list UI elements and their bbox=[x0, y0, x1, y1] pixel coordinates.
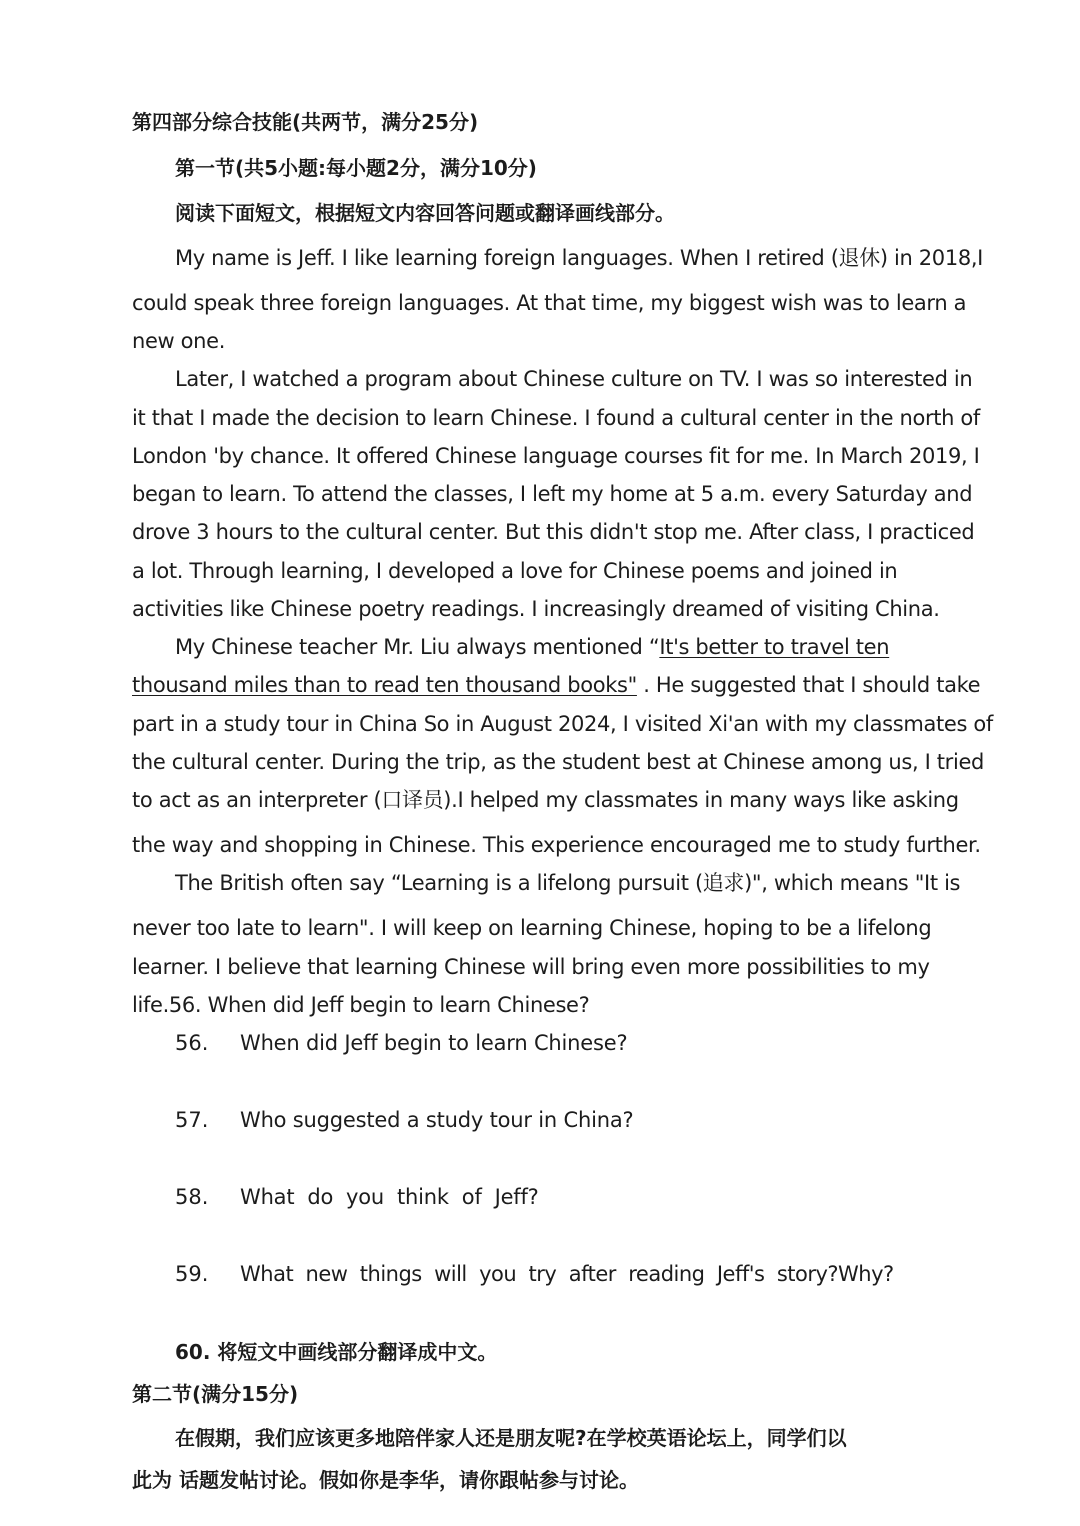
passage-line bbox=[132, 671, 980, 699]
question-text: Who suggested a study tour in China? bbox=[240, 1108, 634, 1132]
passage-line: began to learn. To attend the classes, I left my home at 5 a.m. every Saturday and bbox=[132, 482, 973, 506]
question-number: 57. bbox=[175, 1108, 209, 1132]
section1-title: 第一节(共5小题:每小题2分，满分10分) bbox=[175, 156, 537, 180]
passage-line: activities like Chinese poetry readings. I increasingly dreamed of visiting China. bbox=[132, 597, 940, 621]
question-text: What new things will you try after reading Jeff's story?Why? bbox=[240, 1262, 894, 1286]
question-number: 59. bbox=[175, 1262, 209, 1286]
section2-prompt-line: 此为 话题发帖讨论。假如你是李华，请你跟帖参与讨论。 bbox=[132, 1468, 639, 1492]
passage-line: new one. bbox=[132, 329, 226, 353]
passage-line: a lot. Through learning, I developed a love for Chinese poems and joined in bbox=[132, 559, 898, 583]
passage-line: to act as an interpreter (口译员).I helped my classmates in many ways like asking bbox=[132, 788, 959, 812]
passage-line: drove 3 hours to the cultural center. But this didn't stop me. After class, I practiced bbox=[132, 520, 975, 544]
passage-text: My Chinese teacher Mr. Liu always mentioned “ bbox=[175, 635, 660, 659]
section2-title: 第二节(满分15分) bbox=[132, 1382, 299, 1406]
passage-line: part in a study tour in China So in August 2024, I visited Xi'an with my classmates of bbox=[132, 712, 993, 736]
passage-line: Later, I watched a program about Chinese culture on TV. I was so interested in bbox=[175, 367, 973, 391]
passage-line: learner. I believe that learning Chinese will bring even more possibilities to my bbox=[132, 955, 930, 979]
underlined-sentence: It's better to travel ten bbox=[659, 635, 890, 659]
passage-line: the way and shopping in Chinese. This experience encouraged me to study further. bbox=[132, 833, 981, 857]
passage-line bbox=[175, 633, 889, 661]
section2-prompt-line: 在假期，我们应该更多地陪伴家人还是朋友呢?在学校英语论坛上，同学们以 bbox=[175, 1426, 847, 1450]
underlined-sentence: thousand miles than to read ten thousand books" bbox=[132, 673, 637, 697]
question-60: 60. 将短文中画线部分翻译成中文。 bbox=[175, 1340, 498, 1364]
passage-line: London 'by chance. It offered Chinese language courses fit for me. In March 2019, I bbox=[132, 444, 980, 468]
passage-line: never too late to learn". I will keep on learning Chinese, hoping to be a lifelong bbox=[132, 916, 932, 940]
passage-line: My name is Jeff. I like learning foreign languages. When I retired (退休) in 2018,I bbox=[175, 246, 984, 270]
passage-line: life.56. When did Jeff begin to learn Chinese? bbox=[132, 993, 590, 1017]
passage-line: could speak three foreign languages. At that time, my biggest wish was to learn a bbox=[132, 291, 967, 315]
question-number: 58. bbox=[175, 1185, 209, 1209]
part-title: 第四部分综合技能(共两节，满分25分) bbox=[132, 110, 479, 134]
instruction: 阅读下面短文，根据短文内容回答问题或翻译画线部分。 bbox=[175, 201, 675, 225]
question-number: 56. bbox=[175, 1031, 209, 1055]
passage-line: The British often say “Learning is a lifelong pursuit (追求)", which means "It is bbox=[175, 871, 961, 895]
passage-line: it that I made the decision to learn Chinese. I found a cultural center in the north of bbox=[132, 406, 980, 430]
passage-line: the cultural center. During the trip, as the student best at Chinese among us, I tried bbox=[132, 750, 984, 774]
passage-text: . He suggested that I should take bbox=[636, 673, 981, 697]
question-text: What do you think of Jeff? bbox=[240, 1185, 539, 1209]
question-text: When did Jeff begin to learn Chinese? bbox=[240, 1031, 628, 1055]
